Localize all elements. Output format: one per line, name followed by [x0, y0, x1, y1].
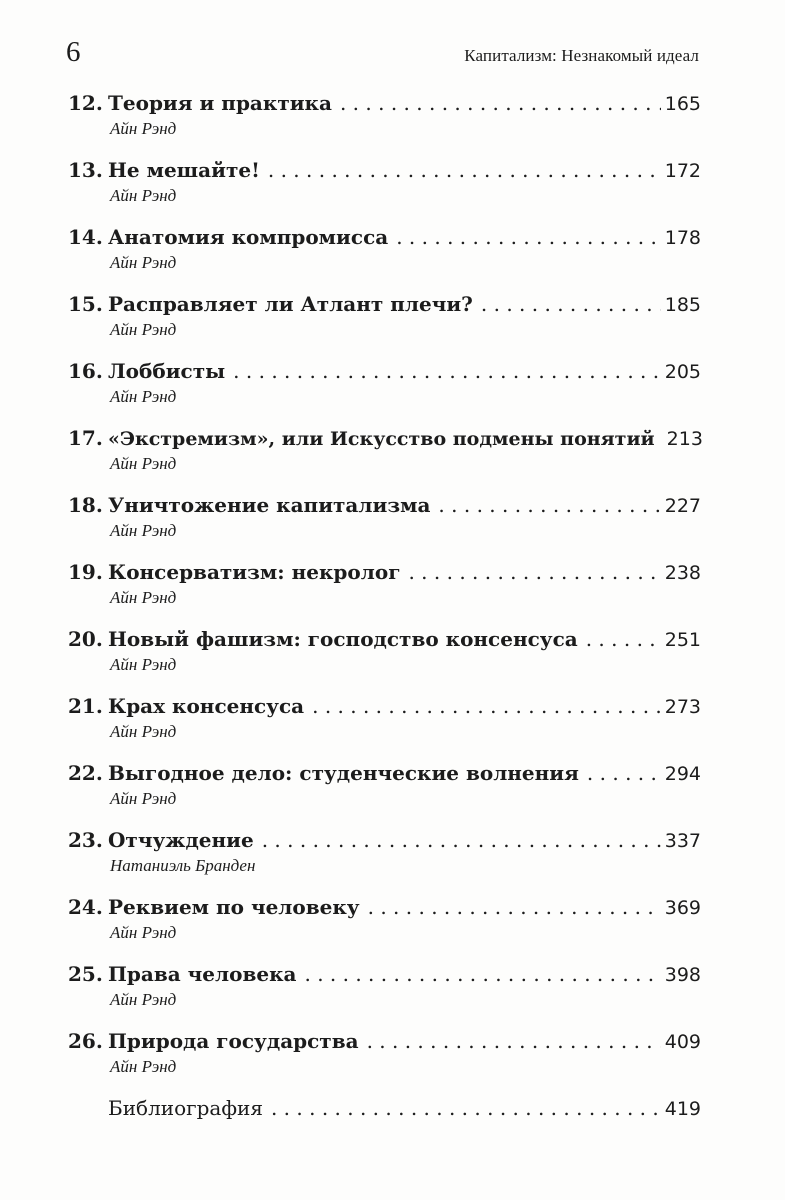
toc-entry-number: 16. [68, 359, 103, 383]
toc-entry-page: 213 [666, 428, 703, 450]
toc-entry-number: 15. [68, 292, 103, 316]
dot-leader [304, 961, 660, 987]
toc-entry-title: Расправляет ли Атлант плечи? [108, 292, 473, 316]
toc-entry[interactable] [68, 559, 701, 626]
dot-leader [312, 693, 661, 719]
toc-entry-number: 13. [68, 158, 103, 182]
running-head: Капитализм: Незнакомый идеал [464, 46, 699, 65]
toc-entry[interactable] [68, 961, 701, 1028]
toc-entry[interactable] [68, 90, 701, 157]
toc-entry-author: Айн Рэнд [110, 990, 177, 1009]
toc-entry-title: Выгодное дело: студенческие волнения [108, 761, 579, 785]
toc-entry-author: Айн Рэнд [110, 320, 177, 339]
toc-entry-title: Анатомия компромисса [108, 225, 389, 249]
toc-entry-title: Уничтожение капитализма [108, 493, 431, 517]
toc-entry[interactable] [68, 760, 701, 827]
toc-entry-page: 165 [664, 93, 701, 115]
toc-entry-page: 273 [664, 696, 701, 718]
dot-leader [233, 358, 661, 384]
table-of-contents [68, 90, 701, 1162]
toc-entry-author: Айн Рэнд [110, 521, 177, 540]
toc-entry-title: Крах консенсуса [108, 694, 305, 718]
toc-entry-author: Айн Рэнд [110, 253, 177, 272]
toc-entry-title: Не мешайте! [108, 158, 260, 182]
toc-entry-page: 337 [664, 830, 701, 852]
dot-leader [368, 894, 661, 920]
toc-entry-page: 172 [664, 160, 701, 182]
dot-leader [340, 90, 661, 116]
toc-entry-bibliography[interactable] [68, 1095, 701, 1162]
dot-leader [481, 291, 661, 317]
toc-entry-number: 26. [68, 1029, 103, 1053]
dot-leader [438, 492, 660, 518]
toc-entry-page: 419 [664, 1098, 701, 1120]
toc-entry[interactable] [68, 626, 701, 693]
toc-entry-page: 294 [664, 763, 701, 785]
toc-entry-author: Айн Рэнд [110, 186, 177, 205]
toc-entry-page: 185 [664, 294, 701, 316]
toc-entry[interactable] [68, 157, 701, 224]
toc-entry-author: Айн Рэнд [110, 655, 177, 674]
toc-entry-author: Айн Рэнд [110, 789, 177, 808]
toc-entry-page: 178 [664, 227, 701, 249]
dot-leader [268, 157, 661, 183]
toc-entry-title: Консерватизм: некролог [108, 560, 401, 584]
toc-entry[interactable] [68, 693, 701, 760]
dot-leader [587, 760, 661, 786]
dot-leader [262, 827, 661, 853]
toc-entry-number: 18. [68, 493, 103, 517]
toc-entry-author: Айн Рэнд [110, 387, 177, 406]
toc-entry-number: 23. [68, 828, 103, 852]
toc-entry-title: Новый фашизм: господство консенсуса [108, 627, 578, 651]
toc-entry[interactable] [68, 827, 701, 894]
toc-entry[interactable] [68, 358, 701, 425]
dot-leader [396, 224, 661, 250]
toc-entry-number: 17. [68, 426, 103, 450]
toc-entry-author: Натаниэль Бранден [110, 856, 256, 875]
toc-entry-number: 22. [68, 761, 103, 785]
toc-entry-author: Айн Рэнд [110, 923, 177, 942]
toc-entry[interactable] [68, 425, 701, 492]
toc-entry-page: 409 [664, 1031, 701, 1053]
toc-entry[interactable] [68, 224, 701, 291]
toc-entry[interactable] [68, 894, 701, 961]
toc-entry-page: 398 [664, 964, 701, 986]
toc-entry-page: 251 [664, 629, 701, 651]
toc-entry-number: 12. [68, 91, 103, 115]
toc-entry[interactable] [68, 1028, 701, 1095]
toc-entry-author: Айн Рэнд [110, 1057, 177, 1076]
dot-leader [271, 1095, 661, 1121]
toc-entry-number: 21. [68, 694, 103, 718]
toc-entry[interactable] [68, 291, 701, 358]
toc-entry-title: Лоббисты [108, 359, 226, 383]
toc-entry-page: 238 [664, 562, 701, 584]
dot-leader [586, 626, 661, 652]
toc-entry-number: 14. [68, 225, 103, 249]
toc-entry-author: Айн Рэнд [110, 588, 177, 607]
page-number: 6 [66, 36, 81, 68]
toc-entry-number: 19. [68, 560, 103, 584]
toc-entry-page: 369 [664, 897, 701, 919]
toc-entry-title: Отчуждение [108, 828, 254, 852]
toc-entry-number: 20. [68, 627, 103, 651]
toc-entry-title: Библиография [108, 1096, 263, 1120]
toc-entry-title: «Экстремизм», или Искусство подмены понятий [108, 428, 655, 450]
toc-entry-author: Айн Рэнд [110, 722, 177, 741]
toc-entry-page: 227 [664, 495, 701, 517]
toc-entry-title: Природа государства [108, 1029, 359, 1053]
dot-leader [367, 1028, 661, 1054]
toc-entry-title: Права человека [108, 962, 297, 986]
toc-entry-author: Айн Рэнд [110, 119, 177, 138]
toc-entry-page: 205 [664, 361, 701, 383]
toc-entry-author: Айн Рэнд [110, 454, 177, 473]
toc-entry-title: Теория и практика [108, 91, 332, 115]
toc-entry-number: 25. [68, 962, 103, 986]
toc-entry-title: Реквием по человеку [108, 895, 360, 919]
toc-entry[interactable] [68, 492, 701, 559]
toc-entry-number: 24. [68, 895, 103, 919]
dot-leader [408, 559, 660, 585]
